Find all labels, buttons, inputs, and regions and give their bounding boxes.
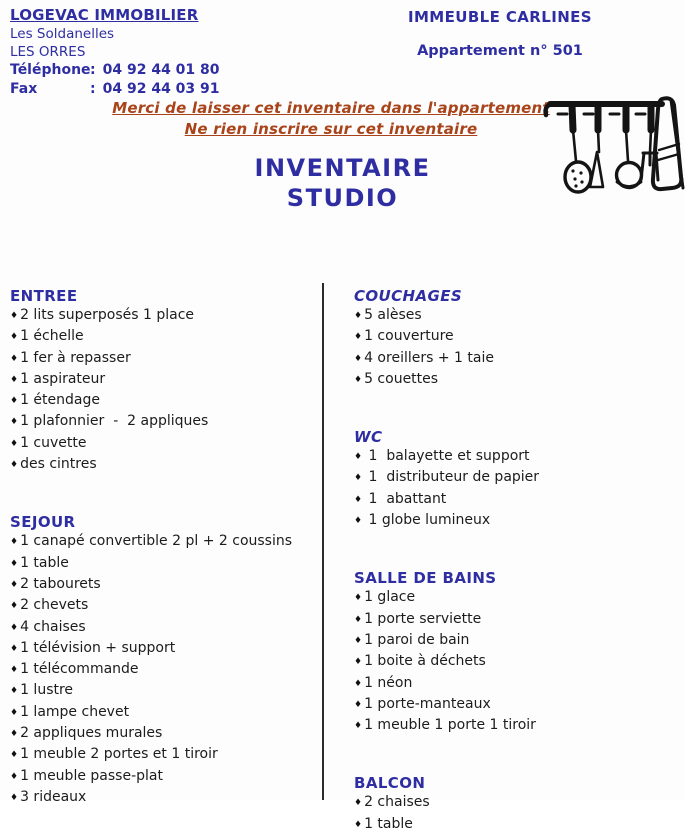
item-text: 1 plafonnier - 2 appliques (20, 413, 209, 430)
item-text: 1 néon (364, 674, 413, 691)
diamond-bullet-icon: ♦ (354, 374, 363, 385)
item-text: 3 rideaux (20, 788, 87, 805)
item-text: 1 meuble 1 porte 1 tiroir (364, 717, 536, 734)
apartment-number: Appartement n° 501 (417, 43, 583, 59)
inventory-item (10, 554, 322, 575)
item-text: 1 paroi de bain (364, 631, 470, 648)
inventory-item (10, 767, 322, 788)
diamond-bullet-icon: ♦ (10, 601, 19, 612)
inventory-section (354, 569, 685, 737)
diamond-bullet-icon: ♦ (10, 396, 19, 407)
inventory-item (354, 306, 685, 327)
inventory-item (10, 745, 322, 766)
inventory-item (354, 588, 685, 609)
item-text: 1 canapé convertible 2 pl + 2 coussins (20, 533, 293, 550)
item-text: 1 échelle (20, 328, 84, 345)
building-name: IMMEUBLE CARLINES (407, 8, 593, 26)
fax-number: 04 92 44 03 91 (102, 81, 220, 97)
item-text: 2 lits superposés 1 place (20, 307, 194, 323)
item-text: 1 table (364, 815, 413, 832)
inventory-item (354, 631, 685, 652)
agency-name: LOGEVAC IMMOBILIER (10, 6, 199, 24)
inventory-item (10, 349, 322, 370)
section-heading: BALCON (354, 774, 426, 793)
item-text: 1 étendage (20, 392, 100, 409)
inventory-item (10, 596, 322, 617)
inventory-item (354, 349, 685, 370)
item-text: 1 meuble 2 portes et 1 tiroir (20, 746, 218, 763)
diamond-bullet-icon: ♦ (10, 332, 19, 343)
right-column (322, 283, 685, 832)
item-text: 1 cuvette (20, 434, 87, 451)
inventory-item (354, 652, 685, 673)
left-column (10, 283, 322, 805)
diamond-bullet-icon: ♦ (354, 332, 363, 343)
diamond-bullet-icon: ♦ (10, 417, 19, 428)
item-text: 1 abattant (364, 490, 447, 507)
item-text: 4 chaises (20, 618, 86, 635)
inventory-item (354, 468, 685, 489)
diamond-bullet-icon: ♦ (354, 798, 363, 809)
item-text: 1 table (20, 554, 69, 571)
item-text: 5 alèses (364, 307, 422, 323)
section-heading: WC (354, 428, 383, 447)
inventory-section (354, 774, 685, 836)
item-text: 1 lustre (20, 682, 74, 699)
inventory-item (10, 724, 322, 745)
item-text: 1 fer à repasser (20, 349, 131, 366)
diamond-bullet-icon: ♦ (10, 438, 19, 449)
inventory-item (354, 327, 685, 348)
item-text: 1 aspirateur (20, 370, 106, 387)
diamond-bullet-icon: ♦ (10, 353, 19, 364)
phone-row (10, 61, 220, 80)
item-text: 5 couettes (364, 370, 439, 387)
item-text: 1 porte serviette (364, 610, 482, 627)
fax-separator: : (90, 81, 96, 97)
item-text: 1 télévision + support (20, 639, 176, 656)
diamond-bullet-icon: ♦ (10, 537, 19, 548)
phone-label: Téléphone (10, 62, 91, 78)
fax-row (10, 80, 220, 99)
inventory-section (354, 287, 685, 391)
diamond-bullet-icon: ♦ (354, 819, 363, 830)
diamond-bullet-icon: ♦ (10, 750, 19, 761)
phone-number: 04 92 44 01 80 (102, 62, 220, 78)
item-text: 1 distributeur de papier (364, 469, 540, 486)
diamond-bullet-icon: ♦ (10, 771, 19, 782)
diamond-bullet-icon: ♦ (10, 374, 19, 385)
inventory-item (10, 532, 322, 553)
fax-label: Fax (10, 81, 38, 97)
inventory-item (10, 681, 322, 702)
item-text: 1 meuble passe-plat (20, 767, 163, 784)
diamond-bullet-icon: ♦ (354, 678, 363, 689)
inventory-item (10, 788, 322, 809)
inventory-item (354, 793, 685, 814)
inventory-item (10, 618, 322, 639)
item-text: 1 lampe chevet (20, 703, 130, 720)
inventory-item (10, 455, 322, 476)
section-heading: SEJOUR (10, 513, 76, 532)
item-text: 1 balayette et support (364, 448, 530, 465)
inventory-item (354, 511, 685, 532)
diamond-bullet-icon: ♦ (354, 353, 363, 364)
diamond-bullet-icon: ♦ (10, 579, 19, 590)
notice-line-1: Merci de laisser cet inventaire dans l'appartement (112, 99, 550, 117)
section-heading: ENTREE (10, 287, 78, 305)
diamond-bullet-icon: ♦ (10, 686, 19, 697)
section-heading: SALLE DE BAINS (354, 569, 497, 588)
item-text: 2 tabourets (20, 575, 101, 592)
diamond-bullet-icon: ♦ (10, 707, 19, 718)
diamond-bullet-icon: ♦ (354, 593, 363, 604)
inventory-item (10, 306, 322, 327)
diamond-bullet-icon: ♦ (354, 494, 363, 505)
title-line-2: STUDIO (286, 184, 399, 212)
inventory-item (10, 391, 322, 412)
inventory-item (10, 575, 322, 596)
diamond-bullet-icon: ♦ (10, 558, 19, 569)
diamond-bullet-icon: ♦ (10, 643, 19, 654)
diamond-bullet-icon: ♦ (354, 516, 363, 527)
inventory-item (10, 434, 322, 455)
item-text: 1 glace (364, 589, 416, 606)
inventory-section (354, 428, 685, 532)
inventory-item (354, 610, 685, 631)
diamond-bullet-icon: ♦ (10, 460, 19, 471)
diamond-bullet-icon: ♦ (10, 622, 19, 633)
inventory-item (10, 412, 322, 433)
inventory-columns (10, 283, 685, 832)
building-header (375, 8, 625, 59)
page-title (0, 153, 685, 213)
item-text: des cintres (20, 456, 97, 473)
inventory-item (354, 447, 685, 468)
phone-separator: : (90, 62, 96, 78)
diamond-bullet-icon: ♦ (10, 729, 19, 740)
title-line-1: INVENTAIRE (254, 154, 431, 182)
item-text: 2 appliques murales (20, 725, 163, 742)
inventory-item (10, 703, 322, 724)
inventory-section (10, 287, 322, 476)
inventory-item (354, 370, 685, 391)
diamond-bullet-icon: ♦ (354, 614, 363, 625)
inventory-item (10, 639, 322, 660)
inventory-item (354, 716, 685, 737)
section-heading: COUCHAGES (354, 287, 463, 305)
diamond-bullet-icon: ♦ (354, 721, 363, 732)
inventory-item (10, 660, 322, 681)
agency-city: LES ORRES (10, 44, 86, 60)
item-text: 1 couverture (364, 328, 454, 345)
inventory-section (10, 513, 322, 809)
diamond-bullet-icon: ♦ (10, 665, 19, 676)
inventory-item (354, 695, 685, 716)
item-text: 1 porte-manteaux (364, 695, 491, 712)
diamond-bullet-icon: ♦ (10, 311, 19, 321)
item-text: 2 chaises (364, 794, 430, 811)
diamond-bullet-icon: ♦ (10, 792, 19, 803)
diamond-bullet-icon: ♦ (354, 473, 363, 484)
inventory-item (10, 370, 322, 391)
diamond-bullet-icon: ♦ (354, 699, 363, 710)
inventory-item (354, 815, 685, 836)
item-text: 2 chevets (20, 597, 89, 614)
item-text: 1 boite à déchets (364, 653, 486, 670)
inventory-item (354, 674, 685, 695)
inventory-item (354, 490, 685, 511)
inventory-item (10, 327, 322, 348)
diamond-bullet-icon: ♦ (354, 657, 363, 668)
diamond-bullet-icon: ♦ (354, 452, 363, 463)
agency-residence: Les Soldanelles (10, 26, 115, 42)
diamond-bullet-icon: ♦ (354, 635, 363, 646)
item-text: 1 télécommande (20, 661, 139, 678)
diamond-bullet-icon: ♦ (354, 311, 363, 321)
item-text: 4 oreillers + 1 taie (364, 349, 494, 366)
agency-header (10, 6, 220, 99)
notice-line-2: Ne rien inscrire sur cet inventaire (184, 120, 478, 138)
item-text: 1 globe lumineux (364, 512, 491, 529)
